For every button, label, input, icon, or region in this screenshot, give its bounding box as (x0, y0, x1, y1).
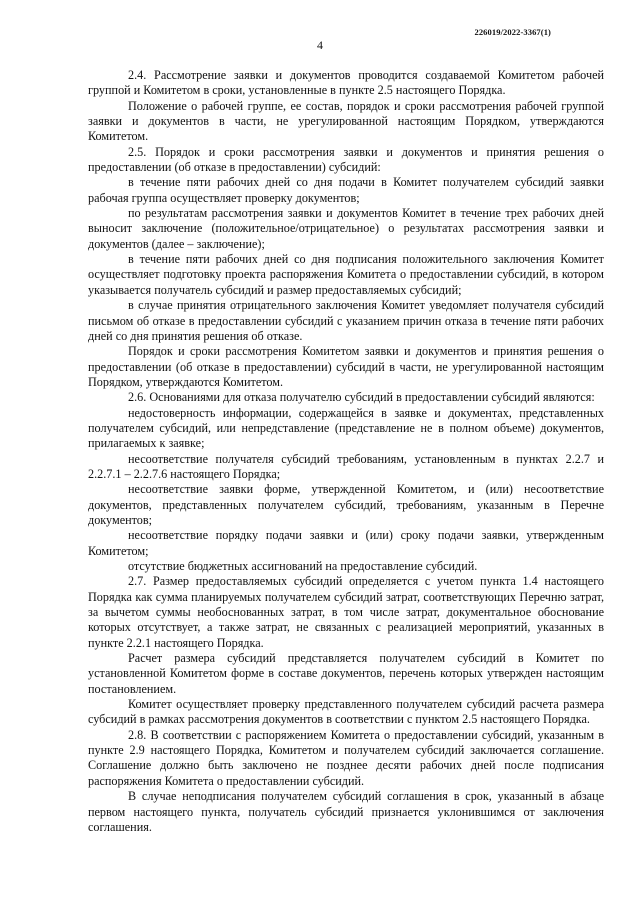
paragraph-2-5: 2.5. Порядок и сроки рассмотрения заявки и документов и принятия решения о предоставлении (об отказе в предоставлении) субсидий: (88, 144, 604, 175)
paragraph-no-budget: отсутствие бюджетных ассигнований на предоставление субсидий. (128, 559, 478, 573)
paragraph-procedure-approval: Порядок и сроки рассмотрения Комитетом заявки и документов и принятия решения о предоставлении (об отказе в предоставлении) субсидий в части, не урегулированной настоящим Порядком, утверждаются Комитетом. (88, 344, 604, 389)
paragraph-working-group: Положение о рабочей группе, ее состав, порядок и сроки рассмотрения рабочей группой заявки и документов в части, не урегулированной настоящим Порядком, утверждаются Комитетом. (88, 98, 604, 144)
paragraph-conclusion: по результатам рассмотрения заявки и документов Комитет в течение трех рабочих дней выносит заключение (положительное/отрицательное) о результатах рассмотрения заявки и документов (далее – заключение); (88, 206, 604, 251)
document-body (88, 68, 604, 835)
paragraph-non-signing: В случае неподписания получателем субсидий соглашения в срок, указанный в абзаце первом настоящего пункта, получатель субсидий признается уклонившимся от заключения соглашения. (88, 789, 604, 834)
paragraph-noncompliance-deadline: несоответствие порядку подачи заявки и (или) сроку подачи заявки, утвержденным Комитетом; (88, 528, 604, 558)
paragraph-noncompliance-form: несоответствие заявки форме, утвержденной Комитетом, и (или) несоответствие документов, представленных получателем субсидий, требованиям, указанным в Перечне документов; (88, 482, 604, 527)
paragraph-refusal-notice: в случае принятия отрицательного заключения Комитет уведомляет получателя субсидий письмом об отказе в предоставлении субсидий с указанием причин отказа в течение пяти рабочих дней со дня принятия решения об отказе. (88, 298, 604, 343)
paragraph-2-7: 2.7. Размер предоставляемых субсидий определяется с учетом пункта 1.4 настоящего Порядка как сумма планируемых получателем субсидий затрат, соответствующих Перечню затрат, за вычетом суммы необоснованных затрат, в том числе затрат, документальное обоснование которых отсутствует, а также затрат, не связанных с реализацией мероприятий, указанных в пункте 2.2.1 настоящего Порядка. (88, 574, 604, 650)
paragraph-noncompliance-requirements: несоответствие получателя субсидий требованиям, установленным в пунктах 2.2.7 и 2.2.7.1 – 2.2.7.6 настоящего Порядка; (88, 451, 604, 481)
paragraph-calculation: Расчет размера субсидий представляется получателем субсидий в Комитет по установленной Комитетом форме в составе документов, перечень которых утвержден настоящим постановлением. (88, 651, 604, 696)
paragraph-check-documents: в течение пяти рабочих дней со дня подачи в Комитет получателем субсидий заявки рабочая группа осуществляет проверку документов; (88, 175, 604, 205)
document-id: 226019/2022-3367(1) (474, 27, 551, 37)
paragraph-2-4: 2.4. Рассмотрение заявки и документов проводится создаваемой Комитетом рабочей группой и Комитетом в сроки, установленные в пункте 2.5 настоящего Порядка. (88, 68, 604, 98)
paragraph-unreliable-info: недостоверность информации, содержащейся в заявке и документах, представленных получателем субсидий, или непредставление (представление не в полном объеме) документов, прилагаемых к заявке; (88, 405, 604, 451)
paragraph-draft-order: в течение пяти рабочих дней со дня подписания положительного заключения Комитет осуществляет подготовку проекта распоряжения Комитета о предоставлении субсидий, в котором указывается получатель субсидий и размер предоставляемых субсидий; (88, 252, 604, 297)
paragraph-verification: Комитет осуществляет проверку представленного получателем субсидий расчета размера субсидий в рамках рассмотрения документов в соответствии с пунктом 2.5 настоящего Порядка. (88, 697, 604, 727)
paragraph-2-8: 2.8. В соответствии с распоряжением Комитета о предоставлении субсидий, указанным в пункте 2.9 настоящего Порядка, Комитетом и получателем субсидий заключается соглашение. Соглашение должно быть заключено не позднее десяти рабочих дней после подписания распоряжения Комитета о предоставлении субсидий. (88, 727, 604, 788)
paragraph-2-6: 2.6. Основаниями для отказа получателю субсидий в предоставлении субсидий являются: (128, 390, 595, 405)
page-number: 4 (317, 38, 323, 52)
